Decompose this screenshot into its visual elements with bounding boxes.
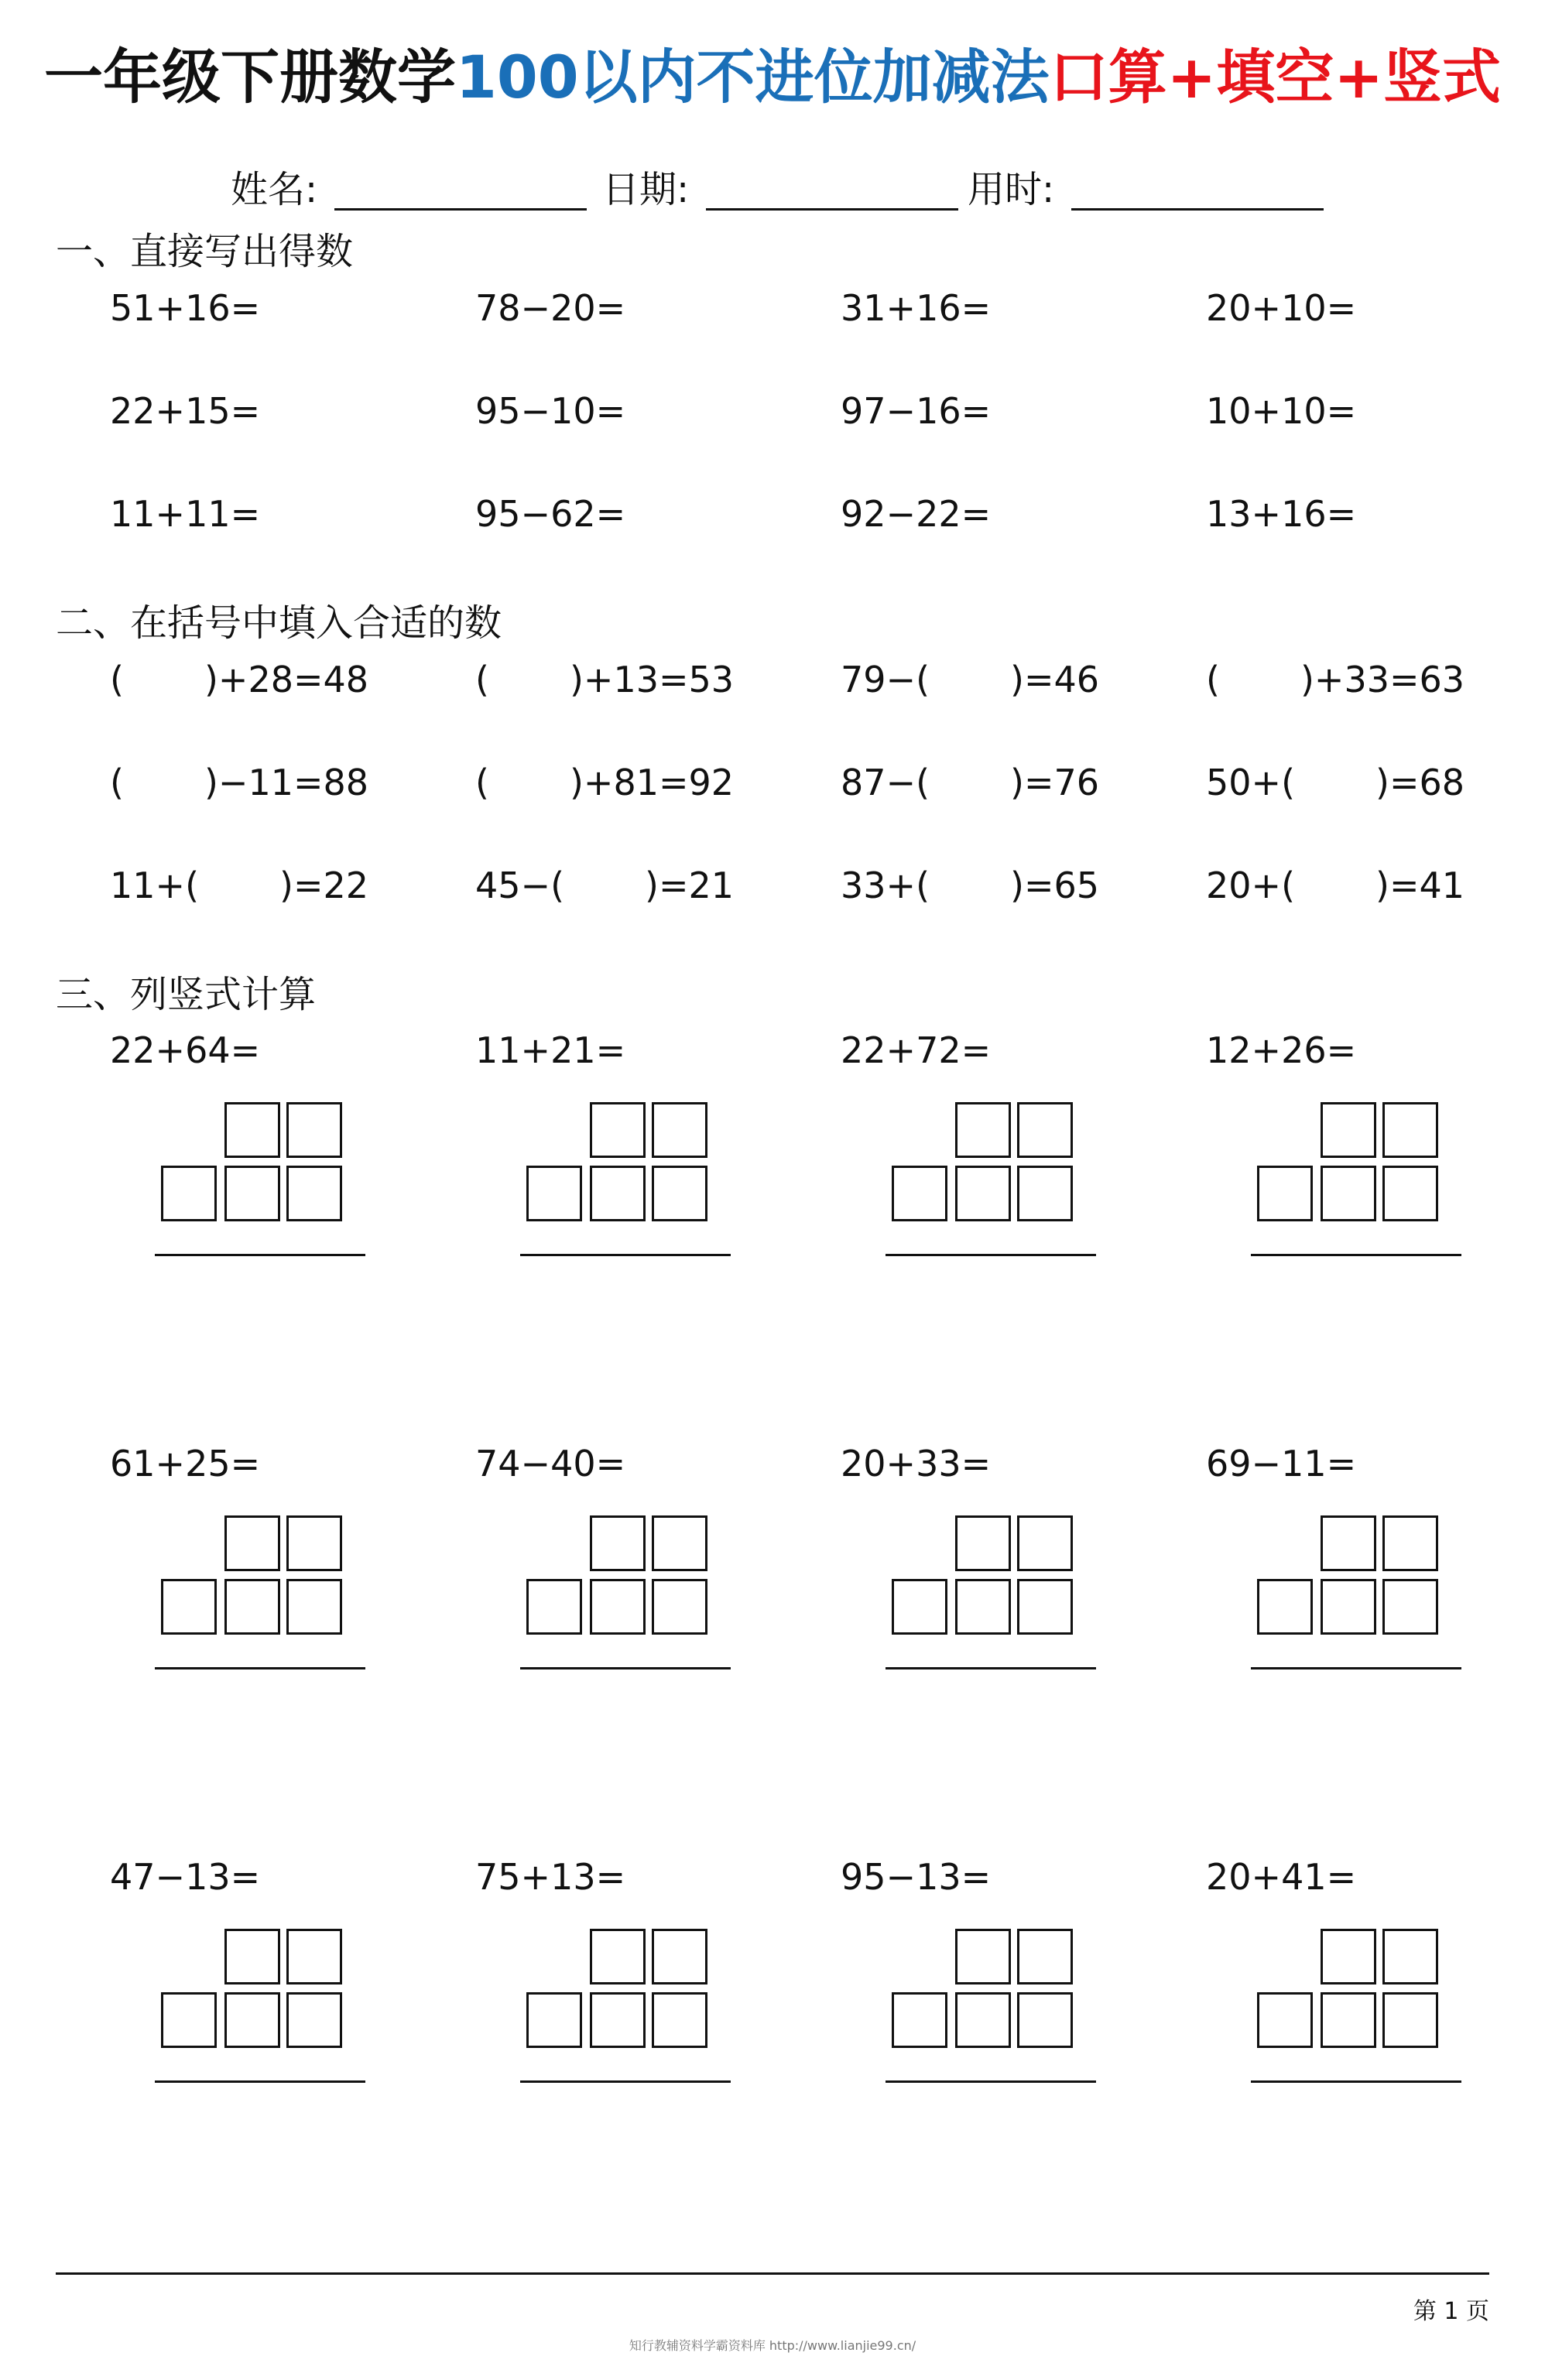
digit-box[interactable] (1017, 1992, 1073, 2048)
section3-problem: 95−13= (841, 1856, 992, 1898)
digit-box[interactable] (590, 1515, 646, 1571)
digit-box[interactable] (286, 1166, 342, 1221)
problem-prefix: 33+( (841, 865, 930, 906)
answer-underline (886, 1667, 1096, 1669)
vertical-calc-grid (155, 1515, 365, 1670)
answer-underline (155, 2080, 365, 2083)
digit-box[interactable] (652, 1102, 707, 1158)
section1-problem: 51+16= (110, 287, 261, 329)
date-line[interactable] (706, 208, 958, 211)
digit-box[interactable] (1017, 1929, 1073, 1984)
section2-problem (475, 858, 734, 913)
answer-underline (155, 1254, 365, 1256)
section1-problem: 10+10= (1206, 390, 1357, 432)
digit-box[interactable] (652, 1579, 707, 1635)
digit-box[interactable] (224, 1102, 280, 1158)
problem-prefix: 50+( (1206, 762, 1296, 803)
digit-box[interactable] (1321, 1166, 1376, 1221)
section3-problem: 22+72= (841, 1029, 992, 1071)
section3-problem: 61+25= (110, 1443, 261, 1485)
section2-problem (110, 755, 368, 810)
problem-suffix: )=76 (1010, 762, 1100, 803)
digit-box[interactable] (955, 1166, 1011, 1221)
section2-problem (475, 652, 734, 707)
section1-problem: 97−16= (841, 390, 992, 432)
digit-box[interactable] (526, 1992, 582, 2048)
digit-box[interactable] (224, 1992, 280, 2048)
digit-box[interactable] (590, 1929, 646, 1984)
section1-problem: 11+11= (110, 493, 261, 535)
title-part-types: 口算+填空+竖式 (1049, 43, 1501, 111)
vertical-calc-grid (886, 1929, 1096, 2084)
page-number: 第 1 页 (1413, 2298, 1489, 2325)
digit-box[interactable] (286, 1992, 342, 2048)
problem-prefix: 45−( (475, 865, 565, 906)
digit-box[interactable] (224, 1515, 280, 1571)
problem-suffix: )+28=48 (204, 659, 369, 700)
digit-box[interactable] (652, 1992, 707, 2048)
answer-underline (1251, 2080, 1461, 2083)
digit-box[interactable] (161, 1579, 217, 1635)
problem-suffix: )+13=53 (569, 659, 735, 700)
section3-problem: 69−11= (1206, 1443, 1357, 1485)
digit-box[interactable] (652, 1166, 707, 1221)
problem-prefix: ( (110, 762, 124, 803)
digit-box[interactable] (224, 1166, 280, 1221)
digit-box[interactable] (286, 1515, 342, 1571)
name-line[interactable] (334, 208, 587, 211)
vertical-calc-grid (886, 1515, 1096, 1670)
answer-underline (1251, 1667, 1461, 1669)
digit-box[interactable] (1382, 1166, 1438, 1221)
section1-problem: 13+16= (1206, 493, 1357, 535)
digit-box[interactable] (526, 1166, 582, 1221)
vertical-calc-grid (520, 1929, 731, 2084)
digit-box[interactable] (286, 1579, 342, 1635)
problem-prefix: ( (1206, 659, 1220, 700)
digit-box[interactable] (1321, 1102, 1376, 1158)
problem-prefix: 20+( (1206, 865, 1296, 906)
section3-problem: 11+21= (475, 1029, 626, 1071)
digit-box[interactable] (1382, 1579, 1438, 1635)
section2-problem (841, 652, 1099, 707)
section3-problem: 20+33= (841, 1443, 992, 1485)
problem-suffix: )=46 (1010, 659, 1100, 700)
answer-underline (1251, 1254, 1461, 1256)
name-label: 姓名: (231, 168, 318, 211)
digit-box[interactable] (1017, 1102, 1073, 1158)
problem-suffix: )=22 (279, 865, 369, 906)
answer-underline (520, 1254, 731, 1256)
digit-box[interactable] (590, 1166, 646, 1221)
section1-heading: 一、直接写出得数 (56, 230, 354, 273)
digit-box[interactable] (955, 1992, 1011, 2048)
section1-problem: 95−10= (475, 390, 626, 432)
digit-box[interactable] (224, 1929, 280, 1984)
section3-problem: 12+26= (1206, 1029, 1357, 1071)
section1-problem: 78−20= (475, 287, 626, 329)
digit-box[interactable] (1017, 1579, 1073, 1635)
section1-problem: 20+10= (1206, 287, 1357, 329)
problem-prefix: ( (475, 659, 489, 700)
digit-box[interactable] (1257, 1166, 1313, 1221)
section2-problem (1206, 858, 1464, 913)
digit-box[interactable] (224, 1579, 280, 1635)
problem-suffix: )=65 (1010, 865, 1100, 906)
digit-box[interactable] (161, 1992, 217, 2048)
vertical-calc-grid (520, 1515, 731, 1670)
answer-underline (520, 2080, 731, 2083)
answer-underline (155, 1667, 365, 1669)
problem-prefix: 11+( (110, 865, 200, 906)
section2-problem (1206, 652, 1464, 707)
digit-box[interactable] (652, 1929, 707, 1984)
title-part-topic: 100以内不进位加减法 (455, 43, 1050, 111)
section2-problem (110, 652, 368, 707)
digit-box[interactable] (892, 1579, 947, 1635)
problem-prefix: ( (475, 762, 489, 803)
answer-underline (886, 1254, 1096, 1256)
watermark: 知行教辅资料学霸资料库 http://www.lianjie99.cn/ (629, 2338, 916, 2353)
vertical-calc-grid (886, 1102, 1096, 1257)
section2-problem (1206, 755, 1464, 810)
digit-box[interactable] (286, 1102, 342, 1158)
vertical-calc-grid (520, 1102, 731, 1257)
digit-box[interactable] (652, 1515, 707, 1571)
time-label: 用时: (968, 168, 1055, 211)
digit-box[interactable] (1257, 1579, 1313, 1635)
digit-box[interactable] (1382, 1992, 1438, 2048)
digit-box[interactable] (1321, 1929, 1376, 1984)
answer-underline (520, 1667, 731, 1669)
digit-box[interactable] (1257, 1992, 1313, 2048)
digit-box[interactable] (892, 1166, 947, 1221)
digit-box[interactable] (955, 1515, 1011, 1571)
digit-box[interactable] (590, 1992, 646, 2048)
digit-box[interactable] (1321, 1992, 1376, 2048)
problem-prefix: 79−( (841, 659, 930, 700)
digit-box[interactable] (955, 1929, 1011, 1984)
section1-problem: 95−62= (475, 493, 626, 535)
digit-box[interactable] (955, 1102, 1011, 1158)
problem-prefix: ( (110, 659, 124, 700)
section3-problem: 47−13= (110, 1856, 261, 1898)
digit-box[interactable] (892, 1992, 947, 2048)
digit-box[interactable] (526, 1579, 582, 1635)
problem-suffix: )+33=63 (1300, 659, 1465, 700)
digit-box[interactable] (1382, 1929, 1438, 1984)
digit-box[interactable] (590, 1579, 646, 1635)
problem-suffix: )+81=92 (569, 762, 735, 803)
vertical-calc-grid (1251, 1102, 1461, 1257)
problem-suffix: )=21 (645, 865, 735, 906)
digit-box[interactable] (161, 1166, 217, 1221)
footer-divider (56, 2272, 1489, 2275)
problem-suffix: )−11=88 (204, 762, 369, 803)
digit-box[interactable] (1017, 1515, 1073, 1571)
digit-box[interactable] (1382, 1515, 1438, 1571)
section3-heading: 三、列竖式计算 (56, 973, 317, 1016)
section3-problem: 75+13= (475, 1856, 626, 1898)
section2-problem (110, 858, 368, 913)
digit-box[interactable] (1321, 1579, 1376, 1635)
problem-prefix: 87−( (841, 762, 930, 803)
digit-box[interactable] (590, 1102, 646, 1158)
problem-suffix: )=68 (1375, 762, 1465, 803)
section3-problem: 22+64= (110, 1029, 261, 1071)
title-part-grade: 一年级下册数学 (43, 43, 456, 111)
section1-problem: 31+16= (841, 287, 992, 329)
answer-underline (886, 2080, 1096, 2083)
date-label: 日期: (602, 168, 690, 211)
digit-box[interactable] (1382, 1102, 1438, 1158)
section3-problem: 74−40= (475, 1443, 626, 1485)
vertical-calc-grid (1251, 1515, 1461, 1670)
problem-suffix: )=41 (1375, 865, 1465, 906)
section1-problem: 22+15= (110, 390, 261, 432)
time-line[interactable] (1071, 208, 1324, 211)
section3-problem: 20+41= (1206, 1856, 1357, 1898)
digit-box[interactable] (1017, 1166, 1073, 1221)
section1-problem: 92−22= (841, 493, 992, 535)
vertical-calc-grid (1251, 1929, 1461, 2084)
digit-box[interactable] (286, 1929, 342, 1984)
page-title (0, 39, 1545, 116)
vertical-calc-grid (155, 1102, 365, 1257)
section2-problem (841, 755, 1099, 810)
section2-problem (475, 755, 734, 810)
section2-problem (841, 858, 1099, 913)
digit-box[interactable] (1321, 1515, 1376, 1571)
section2-heading: 二、在括号中填入合适的数 (56, 601, 502, 645)
vertical-calc-grid (155, 1929, 365, 2084)
digit-box[interactable] (955, 1579, 1011, 1635)
